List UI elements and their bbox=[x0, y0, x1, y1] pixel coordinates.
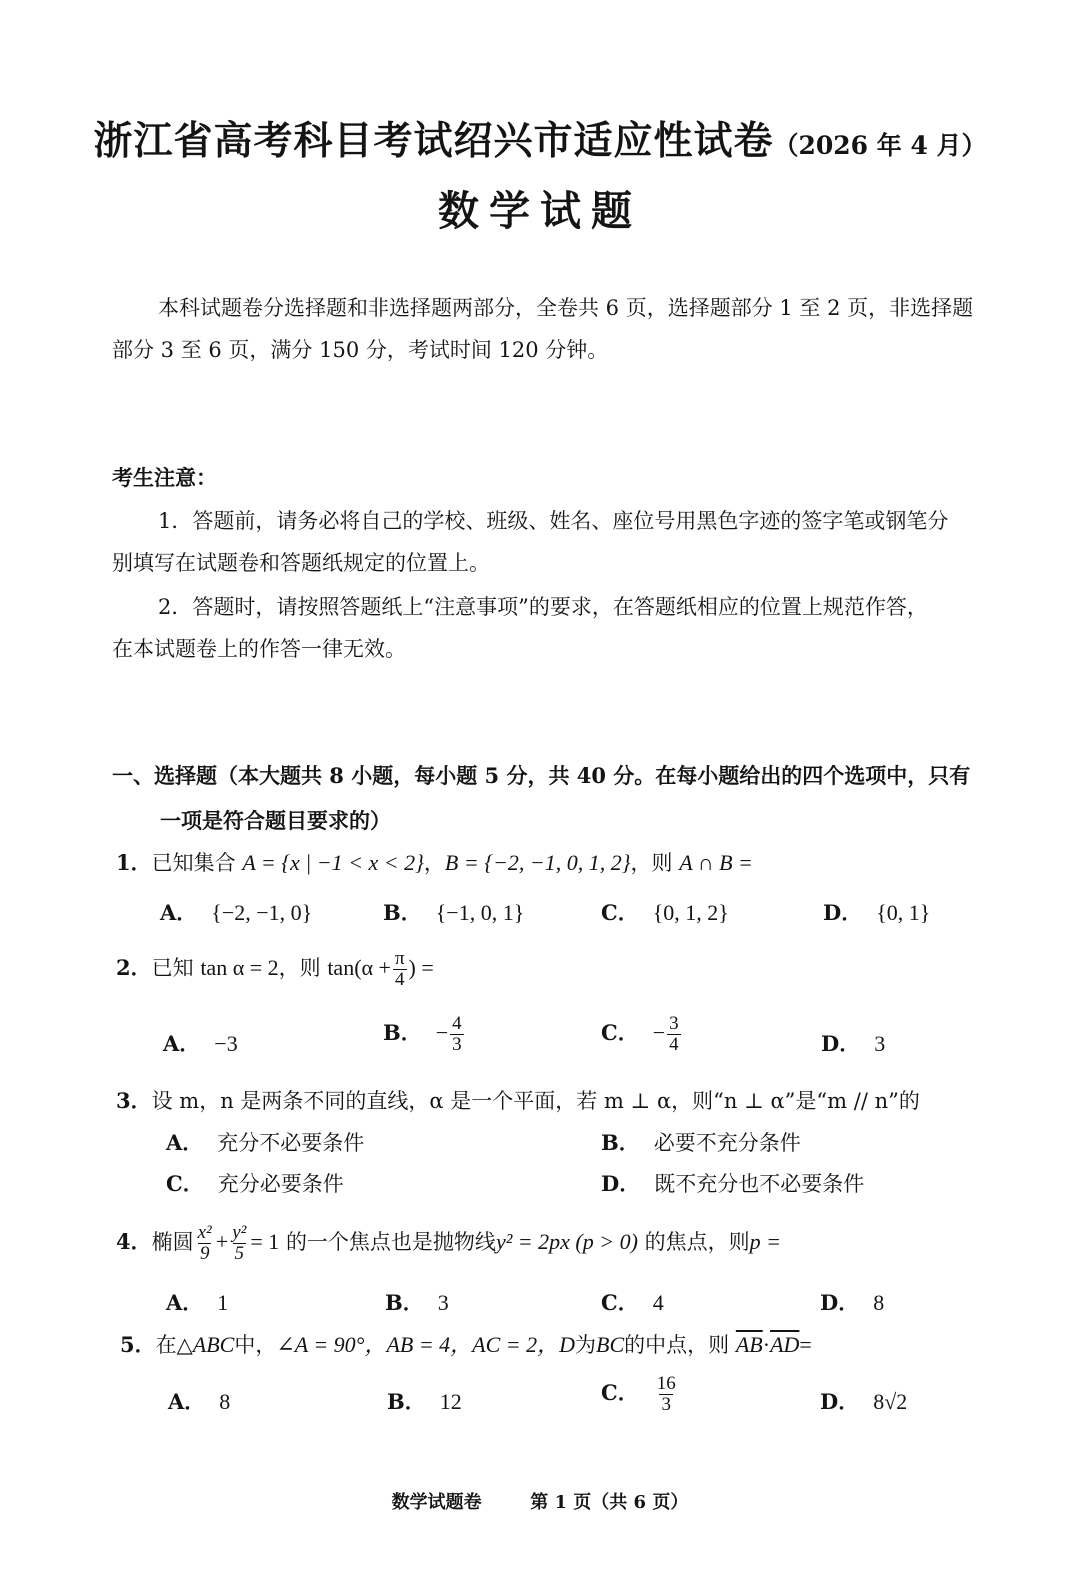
question-3-option-c: C． 充分必要条件 bbox=[166, 1171, 344, 1196]
intro-line-1: 本科试题卷分选择题和非选择题两部分，全卷共 6 页，选择题部分 1 至 2 页，非选择题 bbox=[158, 296, 974, 320]
question-4-option-c: C． 4 bbox=[601, 1290, 664, 1315]
question-2-fraction: $\frac{\pi}{4}$ bbox=[394, 948, 405, 990]
exam-title-text: 浙江省高考科目考试绍兴市适应性试卷 bbox=[93, 118, 774, 164]
question-5-vector-ad: $\overline{AD}$ bbox=[770, 1332, 800, 1357]
question-3-text: 设 m，n 是两条不同的直线，α 是一个平面，若 m ⊥ α，则“n ⊥ α”是“m // n”的 bbox=[151, 1089, 920, 1113]
question-4-expr: p = bbox=[749, 1229, 781, 1254]
exam-date: （2026 年 4 月） bbox=[773, 131, 987, 160]
question-5-option-d: D． 8√2 bbox=[820, 1389, 908, 1414]
question-1-option-d: D． {0, 1} bbox=[823, 900, 931, 925]
question-1-number: 1． bbox=[116, 850, 152, 875]
footer-page-number: 第 1 页（共 6 页） bbox=[530, 1492, 689, 1513]
question-5-text-d: 的中点，则 bbox=[624, 1333, 730, 1357]
question-4-text-a: 椭圆 bbox=[151, 1230, 194, 1254]
question-1-expr: A ∩ B = bbox=[679, 850, 753, 875]
footer-title: 数学试题卷 bbox=[391, 1492, 482, 1513]
question-2-option-a: A． −3 bbox=[163, 1031, 238, 1056]
question-4-parabola: y² = 2px (p > 0) bbox=[495, 1229, 638, 1254]
question-5-triangle: ABC bbox=[192, 1332, 235, 1357]
question-4-option-b: B． 3 bbox=[385, 1290, 449, 1315]
question-2-option-c: C． − $\frac{3}{4}$ bbox=[601, 1013, 679, 1055]
intro-line-2: 部分 3 至 6 页，满分 150 分，考试时间 120 分钟。 bbox=[112, 338, 609, 362]
question-1-set-a: A = {x | −1 < x < 2} bbox=[242, 850, 424, 875]
question-4-text-c: 的焦点，则 bbox=[644, 1230, 750, 1254]
question-2-expr-pre: tan(α + bbox=[327, 955, 391, 980]
question-2-option-d: D． 3 bbox=[821, 1031, 886, 1056]
question-5-text-c: 为 bbox=[575, 1333, 597, 1357]
question-1-option-c: C． {0, 1, 2} bbox=[601, 900, 729, 925]
question-1-sep: ， bbox=[423, 851, 445, 875]
question-4-fraction-x: $\frac{\text{x²}}{9}$ bbox=[197, 1222, 212, 1264]
notice-item-2-line-1: 2．答题时，请按照答题纸上“注意事项”的要求，在答题纸相应的位置上规范作答， bbox=[158, 595, 928, 619]
question-2-expr-post: ) = bbox=[408, 955, 434, 980]
question-3-option-a: A． 充分不必要条件 bbox=[166, 1130, 365, 1155]
question-2 bbox=[116, 944, 434, 992]
page-footer bbox=[0, 1488, 1080, 1514]
notice-heading: 考生注意： bbox=[112, 465, 217, 490]
question-2-given: tan α = 2 bbox=[200, 955, 279, 980]
notice-item-1-line-1: 1．答题前，请务必将自己的学校、班级、姓名、座位号用黑色字迹的签字笔或钢笔分 bbox=[158, 509, 949, 533]
question-3-number: 3． bbox=[116, 1088, 152, 1113]
question-1-text-b: ，则 bbox=[630, 851, 673, 875]
question-1-text-a: 已知集合 bbox=[151, 851, 236, 875]
question-5: 5．在△ABC中，∠A = 90°，AB = 4，AC = 2，D为BC的中点，则 $\overline{AB}\cdot\overline{AD}=$ bbox=[120, 1332, 812, 1357]
question-4: 4．椭圆 $\frac{\text{x²}}{9}$ + $\frac{\text{y²}}{5}$ = 1 的一个焦点也是抛物线y² = 2px (p > 0) 的焦点，则p = bbox=[116, 1222, 781, 1264]
section-1-heading-line-1: 一、选择题（本大题共 8 小题，每小题 5 分，共 40 分。在每小题给出的四个选项中，只有 bbox=[112, 763, 971, 788]
question-4-number: 4． bbox=[116, 1229, 152, 1254]
exam-subtitle: 数学试题 bbox=[438, 187, 642, 235]
question-2-option-b: B． − $\frac{4}{3}$ bbox=[383, 1013, 462, 1055]
question-1-set-b: B = {−2, −1, 0, 1, 2} bbox=[444, 850, 631, 875]
question-5-option-b: B． 12 bbox=[387, 1389, 462, 1414]
question-2-text-b: ，则 bbox=[278, 956, 321, 980]
question-5-option-a: A． 8 bbox=[168, 1389, 231, 1414]
question-1-option-b: B． {−1, 0, 1} bbox=[383, 900, 525, 925]
question-3-option-d: D． 既不充分也不必要条件 bbox=[601, 1171, 865, 1196]
question-4-option-a: A． 1 bbox=[166, 1290, 229, 1315]
question-5-number: 5． bbox=[120, 1332, 156, 1357]
notice-item-1-line-2: 别填写在试题卷和答题纸规定的位置上。 bbox=[112, 551, 490, 575]
question-1-option-a: A． {−2, −1, 0} bbox=[160, 900, 313, 925]
question-5-segment: BC bbox=[596, 1332, 625, 1357]
question-4-option-d: D． 8 bbox=[820, 1290, 885, 1315]
section-1-heading-line-2: 一项是符合题目要求的） bbox=[160, 808, 391, 833]
notice-item-2-line-2: 在本试题卷上的作答一律无效。 bbox=[112, 637, 406, 661]
exam-title bbox=[0, 110, 1080, 166]
question-5-conditions: ∠A = 90°，AB = 4，AC = 2，D bbox=[276, 1332, 576, 1357]
question-1 bbox=[116, 842, 753, 884]
question-4-fraction-y: $\frac{\text{y²}}{5}$ bbox=[232, 1222, 247, 1264]
question-5-text-b: 中， bbox=[234, 1333, 277, 1357]
question-2-number: 2． bbox=[116, 955, 152, 980]
question-5-option-c: C． $\frac{16}{3}$ bbox=[601, 1373, 676, 1415]
question-5-text-a: 在△ bbox=[155, 1333, 193, 1357]
question-4-text-b: 的一个焦点也是抛物线 bbox=[285, 1230, 496, 1254]
question-5-vector-ab: $\overline{AB}$ bbox=[735, 1332, 763, 1357]
question-3 bbox=[116, 1080, 920, 1122]
question-2-text-a: 已知 bbox=[151, 956, 194, 980]
question-3-option-b: B． 必要不充分条件 bbox=[601, 1130, 801, 1155]
